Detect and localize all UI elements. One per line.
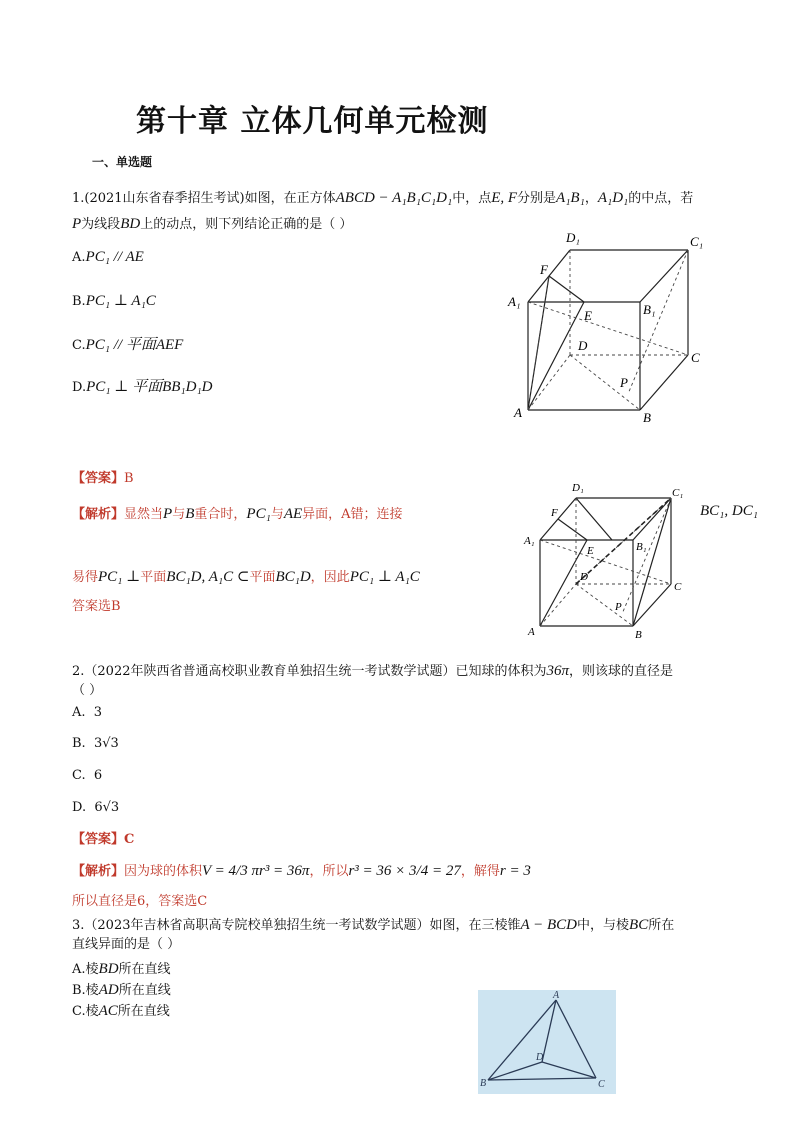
- label-b1: B₁: [643, 302, 656, 317]
- q1-option-b[interactable]: B.PC₁ ⊥ A₁C: [72, 293, 156, 309]
- label-a1: A₁: [508, 294, 521, 309]
- q2-analysis: 【解析】因为球的体积V = 4/3 πr³ = 36π，所以r³ = 36 × 3/4 = 27，解得r = 3: [72, 863, 531, 879]
- q2-option-c[interactable]: C. 6: [72, 768, 103, 783]
- label2-p: P: [615, 601, 622, 613]
- label2-c: C: [674, 581, 682, 593]
- label3-c: C: [598, 1079, 605, 1090]
- q2-option-d[interactable]: D. 6√3: [72, 800, 120, 815]
- label3-a: A: [553, 990, 560, 1001]
- q1-analysis-line2: 易得PC₁ ⊥平面BC₁D, A₁C ⊂平面BC₁D，因此PC₁ ⊥ A₁C: [72, 569, 420, 585]
- label2-e: E: [587, 545, 594, 557]
- label-p: P: [620, 375, 628, 390]
- label-d: D: [578, 338, 588, 353]
- q2-answer: 【答案】C: [72, 832, 135, 847]
- cube-figure-analysis: [518, 478, 696, 640]
- q1-option-d[interactable]: D.PC₁ ⊥ 平面BB₁D₁D: [72, 379, 213, 395]
- q3-stem-line2: 直线异面的是（ ）: [72, 937, 181, 952]
- q3-stem-line1: 3.（2023年吉林省高职高专院校单独招生统一考试数学试题）如图，在三棱锥A − BCD中，与棱BC所在: [72, 917, 675, 933]
- q1-option-c[interactable]: C.PC₁ // 平面AEF: [72, 337, 184, 353]
- q3-option-c[interactable]: C.棱AC所在直线: [72, 1003, 170, 1019]
- label-c1: C₁: [690, 234, 704, 249]
- label-f: F: [540, 262, 548, 277]
- q1-analysis-line1: 【解析】显然当P与B重合时，PC₁与AE异面，A错；连接: [72, 506, 403, 522]
- q1-stem-line2: P为线段BD上的动点，则下列结论正确的是（ ）: [72, 216, 353, 232]
- label2-d: D: [580, 571, 588, 583]
- page-title: 第十章 立体几何单元检测: [136, 104, 489, 139]
- cube-figure: [500, 222, 720, 427]
- label2-a1: A₁: [524, 535, 535, 547]
- q2-option-b[interactable]: B. 3√3: [72, 736, 119, 751]
- q3-option-b[interactable]: B.棱AD所在直线: [72, 982, 171, 998]
- label-b: B: [643, 410, 651, 425]
- label2-a: A: [528, 626, 535, 638]
- q1-stem-line1: 1.(2021山东省春季招生考试)如图，在正方体ABCD − A₁B₁C₁D₁中，点E, F分别是A₁B₁，A₁D₁的中点，若: [72, 190, 694, 206]
- q2-option-a[interactable]: A. 3: [72, 705, 103, 720]
- q1-connect-segments: BC₁, DC₁: [700, 503, 758, 519]
- label-a: A: [514, 405, 522, 420]
- label-d1: D₁: [566, 230, 580, 245]
- label2-b1: B₁: [636, 541, 647, 553]
- section-heading: 一、单选题: [92, 155, 153, 169]
- q2-stem-line2: （ ）: [72, 683, 103, 698]
- label3-b: B: [480, 1078, 487, 1089]
- label-e: E: [584, 308, 592, 323]
- label2-d1: D₁: [572, 482, 584, 494]
- q3-option-a[interactable]: A.棱BD所在直线: [72, 961, 171, 977]
- label3-d: D: [536, 1052, 544, 1063]
- label2-b: B: [635, 629, 642, 640]
- pyramid-figure: [478, 990, 616, 1094]
- label2-c1: C₁: [672, 487, 684, 499]
- label2-f: F: [551, 507, 558, 519]
- label-c: C: [691, 350, 700, 365]
- q1-answer: 【答案】B: [72, 471, 134, 486]
- q2-analysis-end: 所以直径是6，答案选C: [72, 894, 208, 909]
- q1-option-a[interactable]: A.PC₁ // AE: [72, 249, 144, 265]
- q1-analysis-line3: 答案选B: [72, 599, 121, 614]
- q2-stem-line1: 2.（2022年陕西省普通高校职业教育单独招生统一考试数学试题）已知球的体积为36π，则该球的直径是: [72, 663, 674, 679]
